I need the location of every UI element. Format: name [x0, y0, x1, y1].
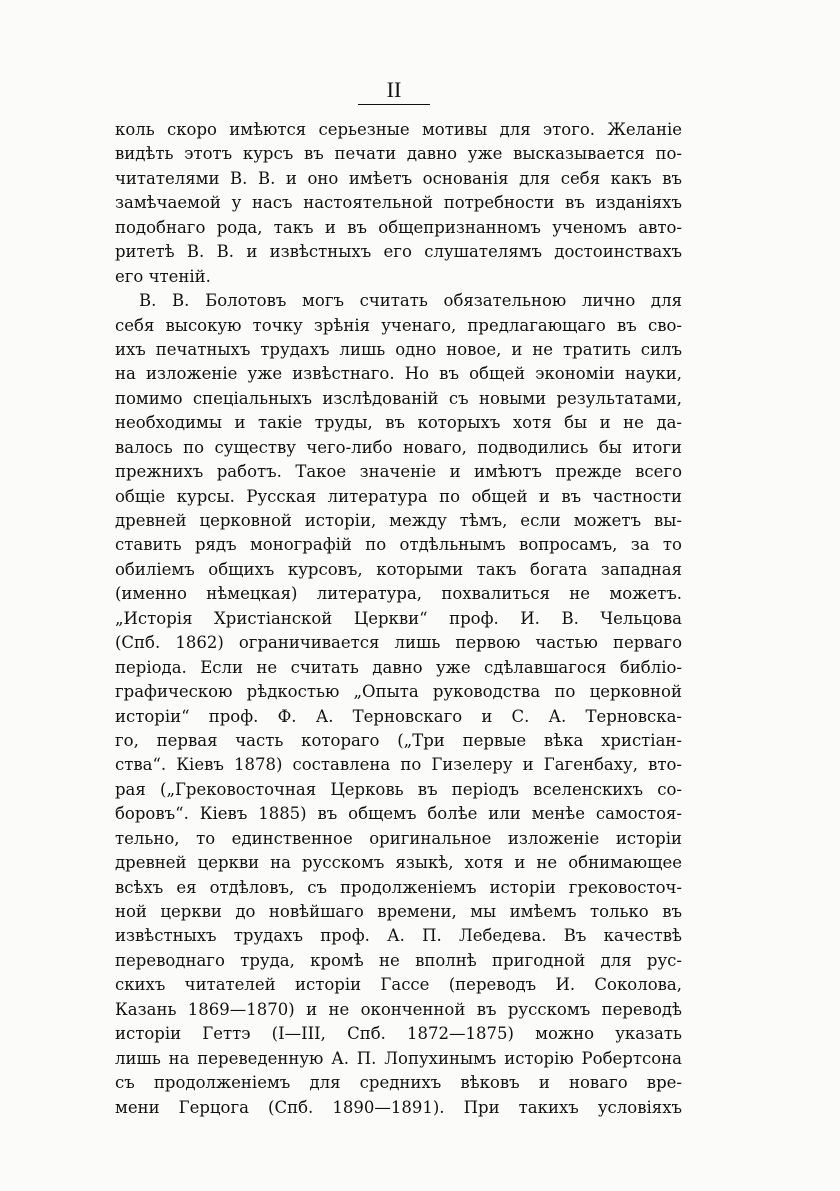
- text-line: тельно, то единственное оригинальное изложеніе исторіи: [115, 828, 682, 848]
- text-line: ихъ печатныхъ трудахъ лишь одно новое, и не тратить силъ: [115, 339, 682, 359]
- text-line: съ продолженіемъ для среднихъ вѣковъ и новаго вре-: [115, 1073, 682, 1093]
- text-line: его чтеній.: [115, 266, 211, 286]
- text-line: го, первая часть котораго („Три первые вѣка христіан-: [115, 730, 682, 750]
- text-line: всѣхъ ея отдѣловъ, съ продолженіемъ исторіи грековосточ-: [115, 877, 682, 897]
- text-line: мени Герцога (Спб. 1890—1891). При такихъ условіяхъ: [115, 1097, 682, 1117]
- text-line: графическою рѣдкостью „Опыта руководства по церковной: [115, 682, 682, 702]
- text-line: подобнаго рода, такъ и въ общепризнанномъ ученомъ авто-: [115, 217, 682, 237]
- text-line: Казань 1869—1870) и не оконченной въ русскомъ переводѣ: [115, 999, 682, 1019]
- text-line: боровъ“. Кіевъ 1885) въ общемъ болѣе или менѣе самостоя-: [115, 804, 682, 824]
- text-line: (Спб. 1862) ограничивается лишь первою частью перваго: [115, 633, 682, 653]
- text-line: себя высокую точку зрѣнія ученаго, предлагающаго въ сво-: [115, 315, 682, 335]
- text-line: валось по существу чего-либо новаго, подводились бы итоги: [115, 437, 682, 457]
- text-line: исторіи Геттэ (I—III, Спб. 1872—1875) можно указать: [115, 1024, 682, 1044]
- text-line: читателями В. В. и оно имѣетъ основанія для себя какъ въ: [115, 168, 682, 188]
- text-line: В. В. Болотовъ могъ считать обязательною лично для: [139, 291, 682, 311]
- text-line: рая („Грековосточная Церковь въ періодъ вселенскихъ со-: [115, 779, 682, 799]
- text-line: ной церкви до новѣйшаго времени, мы имѣемъ только въ: [115, 902, 682, 921]
- page-number: II: [386, 77, 402, 102]
- text-line: переводнаго труда, кромѣ не вполнѣ пригодной для рус-: [115, 950, 682, 970]
- text-line: необходимы и такіе труды, въ которыхъ хотя бы и не да-: [115, 413, 682, 433]
- text-line: (именно нѣмецкая) литература, похвалиться не можетъ.: [115, 584, 682, 604]
- text-line: исторіи“ проф. Ф. А. Терновскаго и С. А. Терновска-: [115, 706, 682, 726]
- text-line: обиліемъ общихъ курсовъ, которыми такъ богата западная: [115, 559, 682, 579]
- page-number-rule: [358, 104, 430, 105]
- text-line: коль скоро имѣются серьезные мотивы для этого. Желаніе: [115, 120, 682, 139]
- text-line: періода. Если не считать давно уже сдѣлавшагося библіо-: [115, 657, 682, 677]
- text-line: древней церковной исторіи, между тѣмъ, если можетъ вы-: [115, 511, 682, 530]
- text-line: на изложеніе уже извѣстнаго. Но въ общей экономіи науки,: [115, 364, 682, 384]
- text-line: прежнихъ работъ. Такое значеніе и имѣютъ прежде всего: [115, 462, 682, 482]
- text-line: ства“. Кіевъ 1878) составлена по Гизелеру и Гагенбаху, вто-: [115, 755, 682, 775]
- text-line: скихъ читателей исторіи Гассе (переводъ И. Соколова,: [115, 975, 682, 995]
- body-text: [115, 118, 682, 1120]
- text-line: извѣстныхъ трудахъ проф. А. П. Лебедева. Въ качествѣ: [115, 926, 682, 946]
- text-line: ставить рядъ монографій по отдѣльнымъ вопросамъ, за то: [115, 535, 682, 555]
- text-line: замѣчаемой у насъ настоятельной потребности въ изданіяхъ: [115, 193, 682, 213]
- text-line: общіе курсы. Русская литература по общей и въ частности: [115, 486, 682, 506]
- text-line: помимо спеціальныхъ изслѣдованій съ новыми результатами,: [115, 388, 682, 408]
- text-line: ритетѣ В. В. и извѣстныхъ его слушателямъ достоинствахъ: [115, 242, 682, 262]
- text-line: древней церкви на русскомъ языкѣ, хотя и не обнимающее: [115, 853, 682, 873]
- text-line: видѣть этотъ курсъ въ печати давно уже высказывается по-: [115, 144, 682, 164]
- text-line: „Исторія Христіанской Церкви“ проф. И. В. Чельцова: [115, 608, 682, 628]
- text-line: лишь на переведенную А. П. Лопухинымъ исторію Робертсона: [115, 1048, 682, 1068]
